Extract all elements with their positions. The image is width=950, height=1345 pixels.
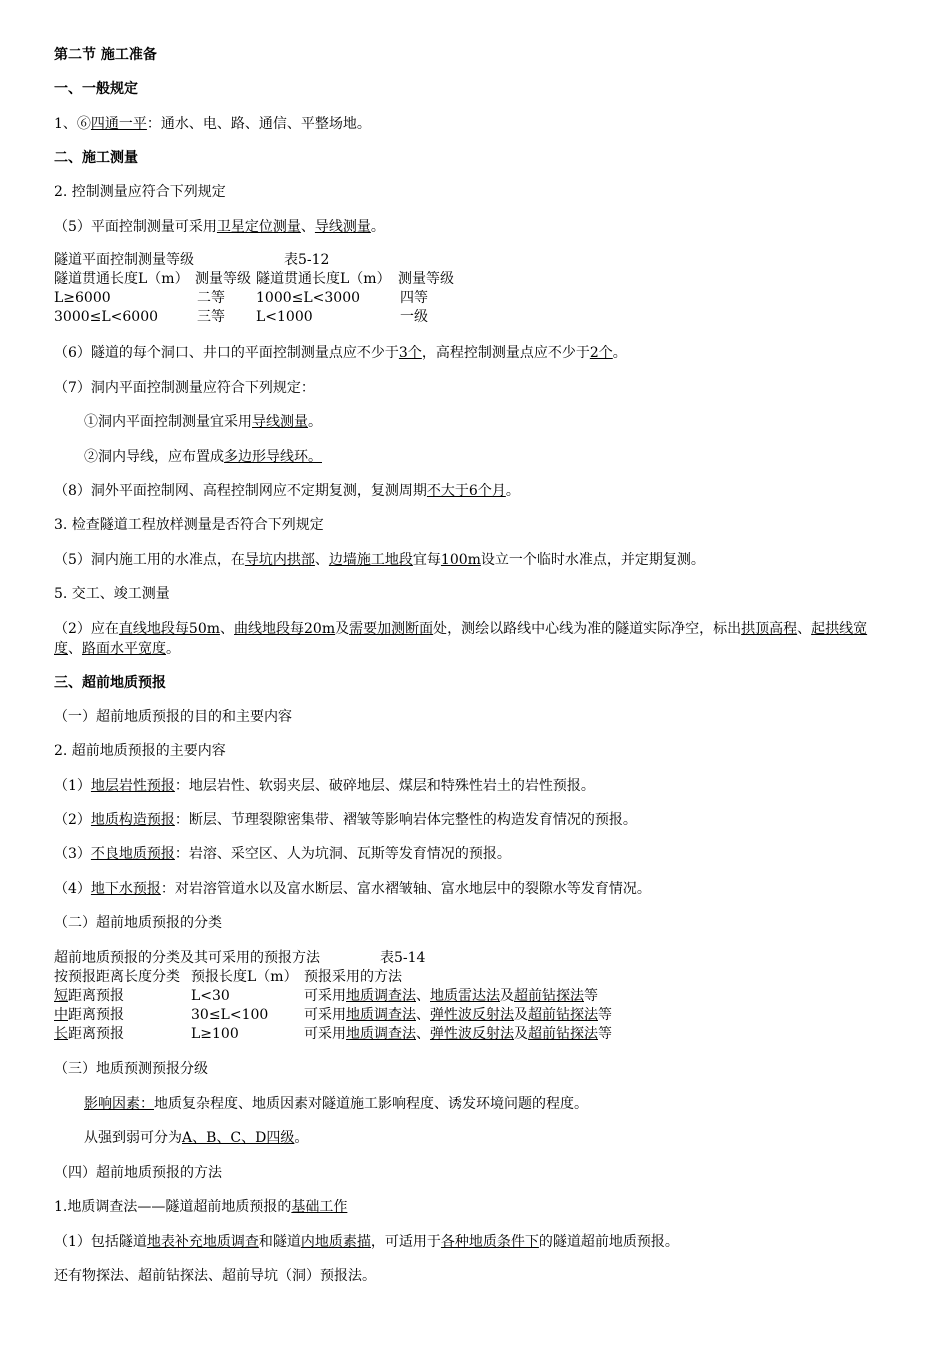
list-item: [54, 777, 595, 795]
paragraph-control-survey: 2. 控制测量应符合下列规定: [54, 184, 226, 200]
text: 、: [416, 1007, 430, 1023]
table-cell: 30≤L<100: [191, 1007, 269, 1023]
underlined-term: 弹性波反射法: [430, 1026, 514, 1042]
underlined-term: 四通一平: [90, 116, 147, 132]
text: 距离预报: [68, 1026, 124, 1042]
text: 等: [598, 1026, 612, 1042]
table-cell: 三等: [197, 309, 225, 325]
heading-survey: 二、施工测量: [54, 150, 138, 166]
subheading-purpose: （一）超前地质预报的目的和主要内容: [54, 709, 292, 725]
text: 。: [308, 414, 322, 430]
text: 。: [505, 483, 520, 499]
text: 。: [294, 1130, 309, 1146]
underlined-term: 2个: [589, 345, 613, 361]
paragraph-portal-points: [54, 344, 627, 362]
text: 1.地质调查法——隧道超前地质预报的: [54, 1199, 292, 1215]
text: ：岩溶、采空区、人为坑洞、瓦斯等发育情况的预报。: [174, 846, 511, 862]
column-header: 隧道贯通长度L（m）: [54, 271, 189, 287]
text: 可采用: [304, 1026, 346, 1042]
text: 可采用: [304, 1007, 346, 1023]
text: 距离预报: [68, 988, 124, 1004]
text: 、: [314, 552, 329, 568]
text: （2）: [54, 812, 91, 828]
text: ①洞内平面控制测量宜采用: [84, 414, 252, 430]
subheading-classification: （二）超前地质预报的分类: [54, 915, 222, 931]
underlined-term: 超前钻探法: [514, 988, 584, 1004]
text: 和隧道: [258, 1234, 301, 1250]
text: ：断层、节理裂隙密集带、褶皱等影响岩体完整性的构造发育情况的预报。: [174, 812, 637, 828]
table-cell: [304, 1025, 612, 1044]
text: 、: [416, 988, 430, 1004]
paragraph-main-content: 2. 超前地质预报的主要内容: [54, 743, 226, 759]
table-title: 超前地质预报的分类及其可采用的预报方法: [54, 950, 320, 966]
table-cell: [304, 1006, 612, 1025]
underlined-term: 100m: [440, 552, 481, 568]
paragraph-retest: [54, 482, 520, 500]
table-number: 表5-12: [284, 252, 330, 268]
underlined-term: 导坑内拱部: [244, 552, 315, 568]
underlined-term: 弹性波反射法: [430, 1007, 514, 1023]
text: ：地层岩性、软弱夹层、破碎地层、煤层和特殊性岩土的岩性预报。: [174, 778, 595, 794]
text: ②洞内导线，应布置成: [84, 449, 224, 465]
table-cell: 四等: [400, 290, 428, 306]
text: 、: [220, 621, 235, 637]
text: （8）洞外平面控制网、高程控制网应不定期复测，复测周期: [54, 483, 427, 499]
underlined-term: 导线测量: [252, 414, 308, 430]
text: 等: [584, 988, 598, 1004]
subheading-grading: （三）地质预测预报分级: [54, 1061, 208, 1077]
text: 及: [335, 621, 350, 637]
text: 、: [68, 641, 82, 657]
heading-general-rules: 一、一般规定: [54, 81, 138, 97]
column-header: 隧道贯通长度L（m）: [256, 271, 391, 287]
paragraph-clearance: [54, 619, 890, 659]
table-cell: 一级: [400, 309, 428, 325]
underlined-term: 地下水预报: [90, 881, 161, 897]
text: （1）包括隧道: [54, 1234, 147, 1250]
underlined-term: 影响因素：: [84, 1096, 154, 1112]
text: ，高程控制测量点应不少于: [421, 345, 590, 361]
text: 等: [598, 1007, 612, 1023]
text: （5）洞内施工用的水准点，在: [54, 552, 245, 568]
text: 从强到弱可分为: [84, 1130, 182, 1146]
table-cell: 3000≤L<6000: [54, 309, 159, 325]
underlined-term: 超前钻探法: [528, 1007, 598, 1023]
column-header: 测量等级: [195, 271, 251, 287]
underlined-term: 地质构造预报: [90, 812, 175, 828]
underlined-term: 内地质素描: [300, 1234, 371, 1250]
text: （6）隧道的每个洞口、井口的平面控制测量点应不少于: [54, 345, 399, 361]
text: 距离预报: [68, 1007, 124, 1023]
text: （3）: [54, 846, 91, 862]
text: ：通水、电、路、通信、平整场地。: [146, 116, 371, 132]
text: 。: [166, 641, 180, 657]
underlined-term: 多边形导线环。: [224, 449, 322, 465]
paragraph-traverse-loop: [84, 448, 322, 466]
underlined-term: 直线地段每50m: [118, 621, 221, 637]
list-item: [54, 811, 637, 829]
text: 。: [612, 345, 627, 361]
text: 的隧道超前地质预报。: [538, 1234, 679, 1250]
text: （5）平面控制测量可采用: [54, 219, 217, 235]
underlined-term: 不大于6个月: [426, 483, 506, 499]
text: 及: [500, 988, 514, 1004]
paragraph-survey-method: [54, 1198, 347, 1216]
column-header: 预报采用的方法: [304, 969, 402, 985]
text: 及: [514, 1007, 528, 1023]
table-cell: [54, 987, 124, 1006]
table-cell: [54, 1006, 124, 1025]
list-item: [54, 880, 651, 898]
text: 及: [514, 1026, 528, 1042]
paragraph-factors: [84, 1095, 588, 1113]
table-cell: 二等: [197, 290, 225, 306]
table-number: 表5-14: [380, 950, 426, 966]
paragraph-layout-check: 3. 检查隧道工程放样测量是否符合下列规定: [54, 517, 324, 533]
table-cell: 1000≤L<3000: [256, 290, 361, 306]
underlined-term: 路面水平宽度: [82, 641, 166, 657]
underlined-term: 地质调查法: [346, 988, 416, 1004]
underlined-term: 导线测量: [314, 219, 371, 235]
underlined-term: 卫星定位测量: [216, 219, 301, 235]
underlined-term: A、B、C、D四级: [182, 1130, 295, 1146]
paragraph-four-one: [54, 115, 371, 133]
table-cell: [304, 987, 598, 1006]
table-cell: L≥6000: [54, 290, 111, 306]
text: ：对岩溶管道水以及富水断层、富水褶皱轴、富水地层中的裂隙水等发育情况。: [160, 881, 651, 897]
table-cell: L≥100: [191, 1026, 239, 1042]
text: （1）: [54, 778, 91, 794]
text: 、: [797, 621, 812, 637]
underlined-term: 地层岩性预报: [90, 778, 175, 794]
text: （4）: [54, 881, 91, 897]
underlined-term: 地质调查法: [346, 1007, 416, 1023]
text: 处，测绘以路线中心线为准的隧道实际净空，标出: [433, 621, 742, 637]
text: （2）应在: [54, 621, 119, 637]
column-header: 预报长度L（m）: [191, 969, 298, 985]
table-cell: L<1000: [256, 309, 313, 325]
text: 、: [416, 1026, 430, 1042]
underlined-term: 超前钻探法: [528, 1026, 598, 1042]
text: 可采用: [304, 988, 346, 1004]
table-title: 隧道平面控制测量等级: [54, 252, 194, 268]
text: 、: [300, 219, 315, 235]
list-item: [54, 845, 511, 863]
underlined-term: 需要加测断面: [349, 621, 434, 637]
underlined-term: 3个: [398, 345, 422, 361]
underlined-term: 长: [54, 1026, 68, 1042]
underlined-term: 短: [54, 988, 68, 1004]
subheading-methods: （四）超前地质预报的方法: [54, 1165, 222, 1181]
paragraph-other-methods: 还有物探法、超前钻探法、超前导坑（洞）预报法。: [54, 1268, 376, 1284]
text: 地质复杂程度、地质因素对隧道施工影响程度、诱发环境问题的程度。: [154, 1096, 588, 1112]
underlined-term: 地质调查法: [346, 1026, 416, 1042]
paragraph-plane-control: [54, 218, 385, 236]
underlined-term: 起拱线宽度: [54, 621, 868, 657]
paragraph-traverse: [84, 413, 322, 431]
paragraph-tunnel-control: （7）洞内平面控制测量应符合下列规定：: [54, 380, 315, 396]
text: 宜每: [412, 552, 441, 568]
text: 1、⑥: [54, 116, 91, 132]
underlined-term: 拱顶高程: [741, 621, 798, 637]
heading-geological-forecast: 三、超前地质预报: [54, 675, 166, 691]
underlined-term: 地质雷达法: [430, 988, 500, 1004]
text: 设立一个临时水准点，并定期复测。: [480, 552, 705, 568]
text: 。: [370, 219, 385, 235]
table-cell: [54, 1025, 124, 1044]
table-cell: L<30: [191, 988, 230, 1004]
paragraph-survey-scope: [54, 1233, 679, 1251]
underlined-term: 基础工作: [291, 1199, 348, 1215]
column-header: 按预报距离长度分类: [54, 969, 180, 985]
text: ，可适用于: [370, 1234, 441, 1250]
paragraph-benchmark: [54, 551, 705, 569]
underlined-term: 不良地质预报: [90, 846, 175, 862]
underlined-term: 各种地质条件下: [440, 1234, 539, 1250]
underlined-term: 中: [54, 1007, 68, 1023]
underlined-term: 地表补充地质调查: [146, 1234, 259, 1250]
section-heading: 第二节 施工准备: [54, 47, 157, 63]
underlined-term: 曲线地段每20m: [234, 621, 336, 637]
paragraph-levels: [84, 1129, 308, 1147]
paragraph-completion-survey: 5. 交工、竣工测量: [54, 586, 170, 602]
column-header: 测量等级: [398, 271, 454, 287]
underlined-term: 边墙施工地段: [328, 552, 413, 568]
